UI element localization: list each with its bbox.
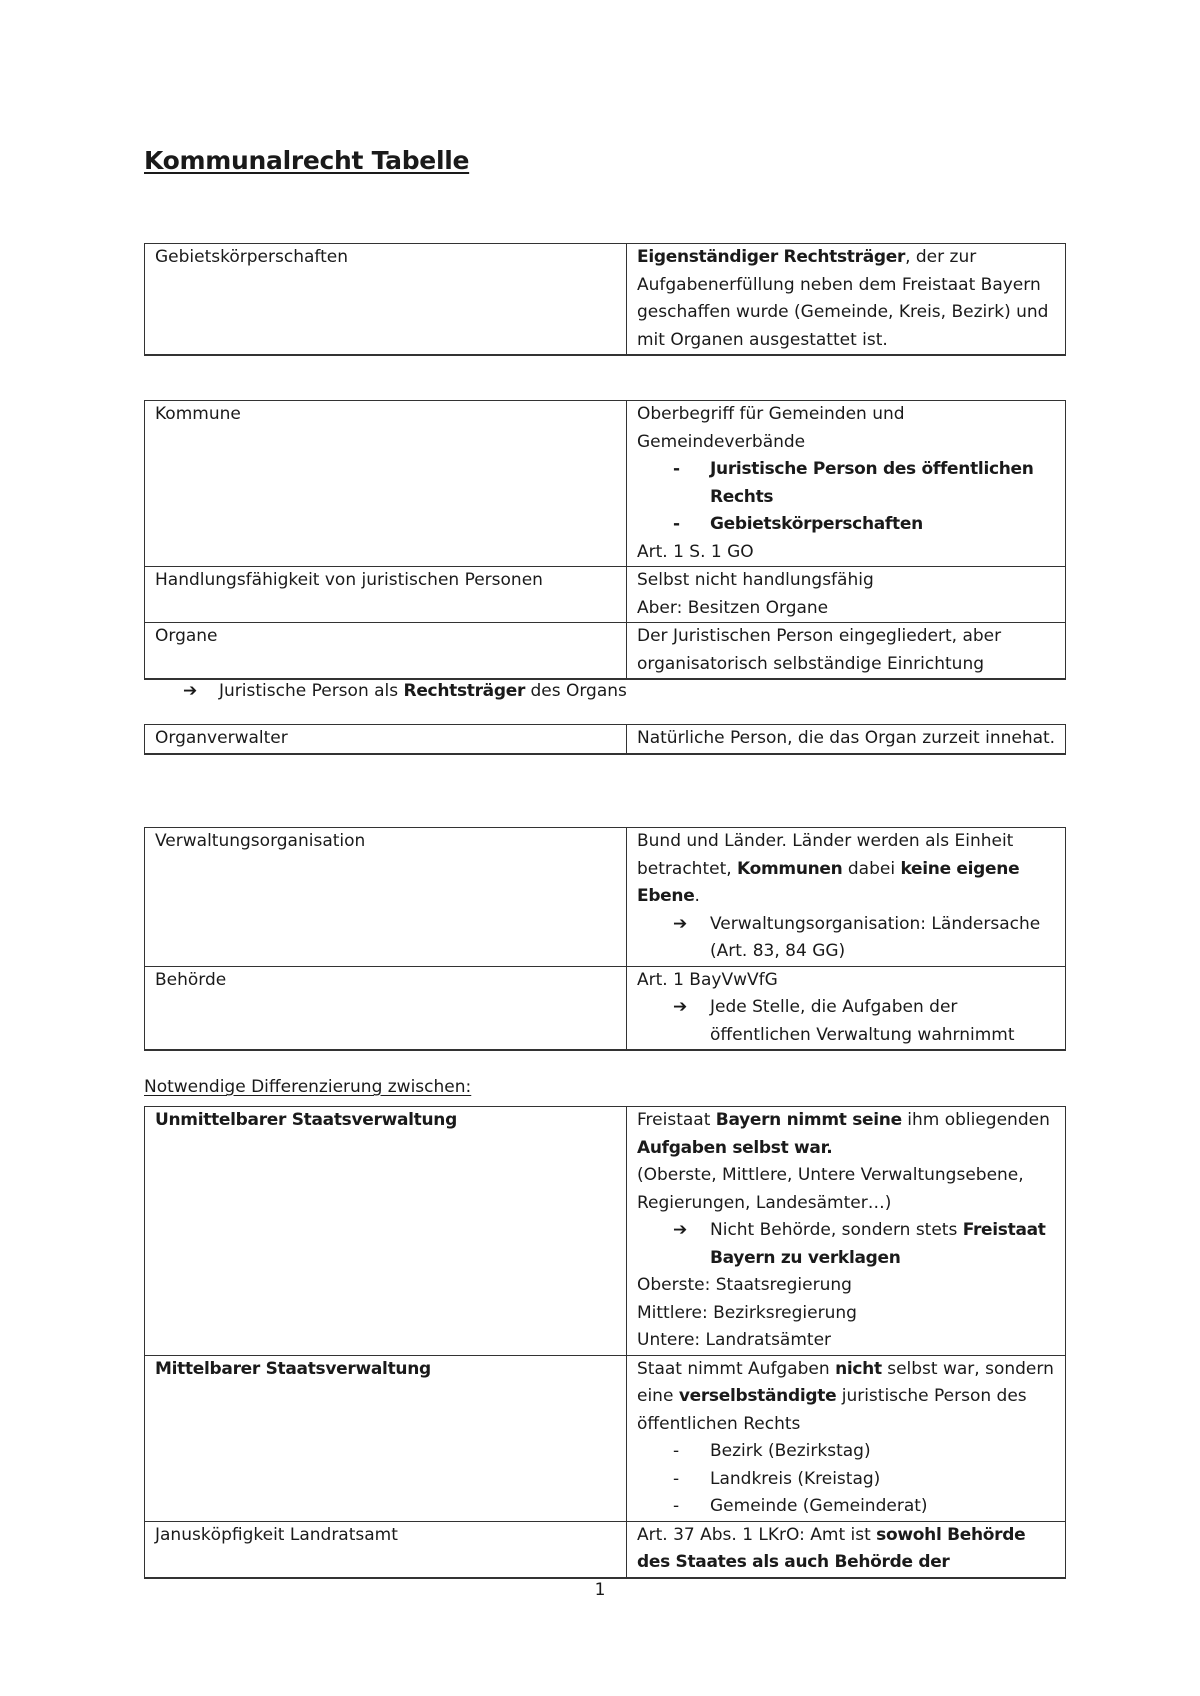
arrow-right-icon: ➔ [183,681,198,701]
arrow-item: ➔ Jede Stelle, die Aufgaben der öffentlichen Verwaltung wahrnimmt [637,994,1057,1049]
page-number: 1 [594,1580,606,1600]
definition-cell: Freistaat Bayern nimmt seine ihm obliegenden Aufgaben selbst war. (Oberste, Mittlere, Untere Verwaltungsebene, Regierungen, Landesämter…) ➔ Nicht Behörde, sondern stets Freistaat Bayern zu verklagen Oberste: Staatsregierung Mittlere: Bezirksregierung Untere: Landratsämter [627,1107,1066,1356]
term-cell: Organe [145,623,627,680]
term-cell: Gebietskörperschaften [145,244,627,356]
term-cell: Organverwalter [145,725,627,754]
term-cell: Verwaltungsorganisation [145,828,627,967]
term-cell: Mittelbarer Staatsverwaltung [145,1355,627,1521]
term-cell: Januskӧpfigkeit Landratsamt [145,1521,627,1578]
table-row [145,1521,1066,1578]
table-row [145,623,1066,680]
table-row [145,401,1066,567]
arrow-note: ➔ Juristische Person als Rechtsträger des Organs [183,678,627,706]
term-cell: Unmittelbarer Staatsverwaltung [145,1107,627,1356]
definition-cell: Natürliche Person, die das Organ zurzeit innehat. [627,725,1066,754]
section-heading: Notwendige Differenzierung zwischen: [144,1077,472,1097]
definition-cell: Eigenständiger Rechtsträger, der zur Aufgabenerfüllung neben dem Freistaat Bayern geschaffen wurde (Gemeinde, Kreis, Bezirk) und mit Organen ausgestattet ist. [627,244,1066,356]
table-row [145,966,1066,1050]
table-verwaltungsorganisation [144,827,1066,1051]
list-item: - Juristische Person des öffentlichen Rechts [637,456,1057,511]
table-gebietskoerperschaften [144,243,1066,356]
table-row [145,567,1066,623]
definition-cell: Art. 37 Abs. 1 LKrO: Amt ist sowohl Behörde des Staates als auch Behörde der [627,1521,1066,1578]
arrow-right-icon: ➔ [673,997,688,1017]
definition-cell: Staat nimmt Aufgaben nicht selbst war, sondern eine verselbständigte juristische Person des öffentlichen Rechts - Bezirk (Bezirkstag) - Landkreis (Kreistag) - Gemeinde (Gemeinderat) [627,1355,1066,1521]
table-kommune [144,400,1066,680]
arrow-item: ➔ Verwaltungsorganisation: Ländersache (Art. 83, 84 GG) [637,911,1057,966]
table-row [145,1107,1066,1356]
term-cell: Kommune [145,401,627,567]
list-item: - Landkreis (Kreistag) [637,1466,1057,1494]
table-organverwalter [144,724,1066,755]
definition-cell: Bund und Länder. Länder werden als Einheit betrachtet, Kommunen dabei keine eigene Ebene. ➔ Verwaltungsorganisation: Ländersache (Art. 83, 84 GG) [627,828,1066,967]
list-item: - Gebietskörperschaften [637,511,1057,539]
term-cell: Handlungsfähigkeit von juristischen Personen [145,567,627,623]
document-title: Kommunalrecht Tabelle [144,146,470,175]
dash-bullet: - [673,459,680,479]
definition-cell: Oberbegriff für Gemeinden und Gemeindeverbände - Juristische Person des öffentlichen Rechts - Gebietskörperschaften Art. 1 S. 1 GO [627,401,1066,567]
definition-cell: Selbst nicht handlungsfähig Aber: Besitzen Organe [627,567,1066,623]
table-row [145,725,1066,754]
arrow-right-icon: ➔ [673,913,688,934]
table-row [145,244,1066,356]
arrow-item: ➔ Nicht Behörde, sondern stets Freistaat Bayern zu verklagen [637,1217,1057,1272]
list-item: - Bezirk (Bezirkstag) [637,1438,1057,1466]
table-staatsverwaltung [144,1106,1066,1579]
dash-bullet: - [673,1496,680,1516]
definition-cell: Art. 1 BayVwVfG ➔ Jede Stelle, die Aufgaben der öffentlichen Verwaltung wahrnimmt [627,966,1066,1050]
dash-bullet: - [673,514,680,534]
dash-bullet: - [673,1468,680,1489]
arrow-right-icon: ➔ [673,1220,688,1240]
table-row [145,1355,1066,1521]
term-cell: Behörde [145,966,627,1050]
dash-bullet: - [673,1441,680,1461]
list-item: - Gemeinde (Gemeinderat) [637,1493,1057,1521]
table-row [145,828,1066,967]
definition-cell: Der Juristischen Person eingegliedert, aber organisatorisch selbständige Einrichtung [627,623,1066,680]
